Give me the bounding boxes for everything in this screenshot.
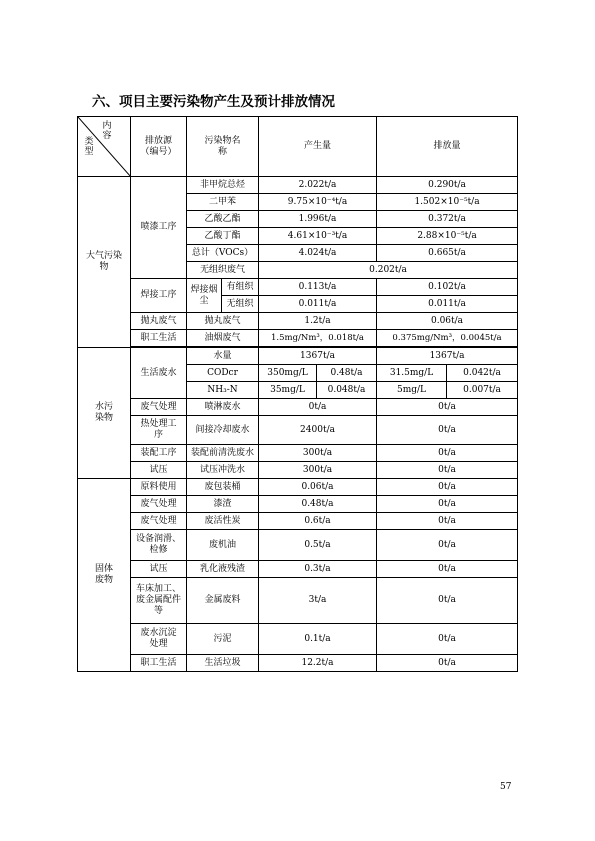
diag-label-type: 类型 — [84, 137, 94, 157]
pollutant-cell: 油烟废气 — [187, 330, 259, 347]
pollutant-cell: 水量 — [187, 348, 259, 365]
table-row — [78, 348, 518, 365]
pollutant-cell: 抛丸废气 — [187, 313, 259, 330]
pollutant-cell: 金属废料 — [187, 578, 259, 624]
source-cell: 装配工序 — [131, 445, 187, 462]
table-row — [78, 279, 518, 296]
generated-cell: 1367t/a — [259, 348, 377, 365]
header-generated: 产生量 — [259, 117, 377, 177]
source-cell: 职工生活 — [131, 655, 187, 672]
discharged-cell: 0.102t/a — [377, 279, 518, 296]
discharged-cell: 0.011t/a — [377, 296, 518, 313]
generated-cell: 300t/a — [259, 445, 377, 462]
generated-cell: 0.1t/a — [259, 624, 377, 655]
table-row — [78, 624, 518, 655]
source-cell: 原料使用 — [131, 479, 187, 496]
discharged-cell: 0.290t/a — [377, 177, 518, 194]
group-solid: 固体废物 — [78, 479, 131, 672]
generated-cell: 4.024t/a — [259, 245, 377, 262]
table-row — [78, 462, 518, 479]
discharged-cell: 0t/a — [377, 530, 518, 561]
discharged-cell: 0t/a — [377, 416, 518, 445]
pollutant-cell: 试压冲洗水 — [187, 462, 259, 479]
pollutant-cell: 乳化液残渣 — [187, 561, 259, 578]
header-source: 排放源（编号） — [131, 117, 187, 177]
generated-cell: 9.75×10⁻⁴t/a — [259, 194, 377, 211]
pollutant-cell: 污泥 — [187, 624, 259, 655]
generated-cell: 3t/a — [259, 578, 377, 624]
page-number: 57 — [500, 782, 512, 792]
pollutant-cell: 废活性炭 — [187, 513, 259, 530]
pollutant-cell: 喷淋废水 — [187, 399, 259, 416]
source-cell: 设备润滑、检修 — [131, 530, 187, 561]
source-cell: 抛丸废气 — [131, 313, 187, 330]
table-row — [78, 513, 518, 530]
generated-cell: 0.5t/a — [259, 530, 377, 561]
pollutant-cell: 生活垃圾 — [187, 655, 259, 672]
pollutant-cell: 有组织 — [222, 279, 259, 296]
generated-cell: 300t/a — [259, 462, 377, 479]
table-row — [78, 330, 518, 347]
discharged-cell: 1.502×10⁻⁵t/a — [377, 194, 518, 211]
group-water: 水污染物 — [78, 348, 131, 479]
generated-cell: 1.2t/a — [259, 313, 377, 330]
generated-cell: 0.6t/a — [259, 513, 377, 530]
table-row — [78, 416, 518, 445]
pollutant-cell: 非甲烷总烃 — [187, 177, 259, 194]
source-cell: 废气处理 — [131, 513, 187, 530]
discharged-cell: 0.665t/a — [377, 245, 518, 262]
generated-cell: 0.06t/a — [259, 479, 377, 496]
generated-cell: 4.61×10⁻³t/a — [259, 228, 377, 245]
pollutant-cell: 乙酸丁酯 — [187, 228, 259, 245]
pollutant-table — [77, 116, 518, 672]
generated-cell: 2.022t/a — [259, 177, 377, 194]
generated-cell: 0.113t/a — [259, 279, 377, 296]
source-cell: 废水沉淀处理 — [131, 624, 187, 655]
table-row — [78, 530, 518, 561]
discharged-cell: 0t/a — [377, 479, 518, 496]
diagonal-header-cell — [78, 117, 131, 177]
table-row — [78, 496, 518, 513]
header-row — [78, 117, 518, 177]
merged-value-cell: 0.202t/a — [259, 262, 518, 279]
pollutant-cell: 无组织废气 — [187, 262, 259, 279]
table-row — [78, 578, 518, 624]
pollutant-cell: 二甲苯 — [187, 194, 259, 211]
discharged-cell: 0.375mg/Nm³，0.0045t/a — [377, 330, 518, 347]
pollutant-cell: 废机油 — [187, 530, 259, 561]
generated-amount-cell: 0.48t/a — [317, 365, 377, 382]
generated-cell: 0.011t/a — [259, 296, 377, 313]
generated-cell: 2400t/a — [259, 416, 377, 445]
group-air: 大气污染物 — [78, 177, 131, 348]
generated-conc-cell: 35mg/L — [259, 382, 317, 399]
table-row — [78, 399, 518, 416]
pollutant-cell: 装配前清洗废水 — [187, 445, 259, 462]
discharged-cell: 0t/a — [377, 624, 518, 655]
source-cell: 职工生活 — [131, 330, 187, 347]
discharged-cell: 0.06t/a — [377, 313, 518, 330]
source-domestic-water: 生活废水 — [131, 348, 187, 399]
pollutant-cell: 无组织 — [222, 296, 259, 313]
header-discharged: 排放量 — [377, 117, 518, 177]
pollutant-cell: 废包装桶 — [187, 479, 259, 496]
source-cell: 试压 — [131, 561, 187, 578]
section-title: 六、项目主要污染物产生及预计排放情况 — [92, 94, 335, 110]
discharged-cell: 0t/a — [377, 578, 518, 624]
table-row — [78, 313, 518, 330]
weld-dust-cell: 焊接烟尘 — [187, 279, 222, 313]
source-cell: 废气处理 — [131, 399, 187, 416]
pollutant-cell: 间接冷却废水 — [187, 416, 259, 445]
generated-cell: 1.5mg/Nm³，0.018t/a — [259, 330, 377, 347]
source-weld: 焊接工序 — [131, 279, 187, 313]
discharged-cell: 2.88×10⁻⁵t/a — [377, 228, 518, 245]
pollutant-cell: NH₃-N — [187, 382, 259, 399]
table-row — [78, 655, 518, 672]
discharged-cell: 0t/a — [377, 496, 518, 513]
discharged-conc-cell: 5mg/L — [377, 382, 447, 399]
discharged-conc-cell: 31.5mg/L — [377, 365, 447, 382]
discharged-cell: 0t/a — [377, 399, 518, 416]
discharged-cell: 0t/a — [377, 655, 518, 672]
source-cell: 废气处理 — [131, 496, 187, 513]
discharged-cell: 0t/a — [377, 445, 518, 462]
generated-cell: 0t/a — [259, 399, 377, 416]
generated-cell: 1.996t/a — [259, 211, 377, 228]
generated-cell: 0.3t/a — [259, 561, 377, 578]
source-cell: 试压 — [131, 462, 187, 479]
pollutant-cell: 乙酸乙酯 — [187, 211, 259, 228]
source-cell: 热处理工序 — [131, 416, 187, 445]
header-pollutant: 污染物名称 — [187, 117, 259, 177]
generated-amount-cell: 0.048t/a — [317, 382, 377, 399]
discharged-amount-cell: 0.042t/a — [447, 365, 518, 382]
source-spray: 喷漆工序 — [131, 177, 187, 279]
generated-conc-cell: 350mg/L — [259, 365, 317, 382]
discharged-cell: 0t/a — [377, 462, 518, 479]
pollutant-cell: 总计（VOCs） — [187, 245, 259, 262]
pollutant-cell: 漆渣 — [187, 496, 259, 513]
diag-label-content: 内容 — [102, 121, 112, 141]
generated-cell: 0.48t/a — [259, 496, 377, 513]
discharged-cell: 0.372t/a — [377, 211, 518, 228]
table-row — [78, 561, 518, 578]
discharged-cell: 1367t/a — [377, 348, 518, 365]
generated-cell: 12.2t/a — [259, 655, 377, 672]
table-row — [78, 445, 518, 462]
discharged-amount-cell: 0.007t/a — [447, 382, 518, 399]
table-row — [78, 479, 518, 496]
source-cell: 车床加工、废金属配件等 — [131, 578, 187, 624]
pollutant-cell: CODcr — [187, 365, 259, 382]
table-row — [78, 177, 518, 194]
discharged-cell: 0t/a — [377, 561, 518, 578]
discharged-cell: 0t/a — [377, 513, 518, 530]
